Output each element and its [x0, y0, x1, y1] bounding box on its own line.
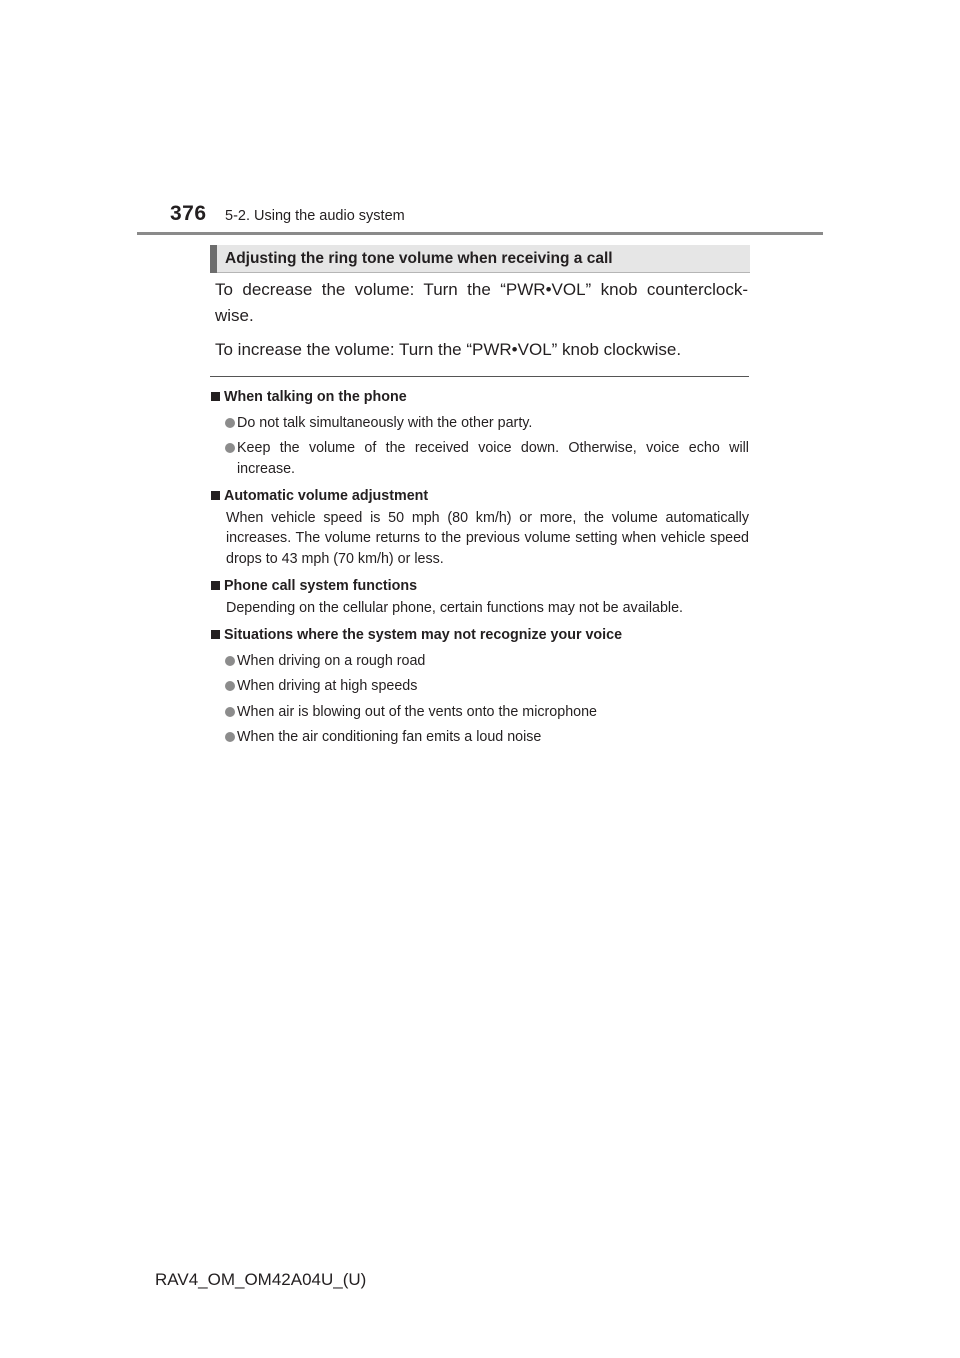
note-title-auto-volume	[211, 486, 749, 507]
list-item	[211, 702, 749, 723]
note-title-phone-functions	[211, 576, 749, 597]
list-item-text: When driving at high speeds	[237, 678, 418, 694]
intro-increase: To increase the volume: Turn the “PWR•VOL” knob clockwise.	[215, 340, 682, 359]
note-body-phone-functions: Depending on the cellular phone, certain functions may not be available.	[226, 599, 684, 616]
list-item-text: When air is blowing out of the vents onto the microphone	[237, 703, 598, 720]
circle-bullet-icon	[225, 656, 235, 666]
section-label: 5-2. Using the audio system	[225, 208, 405, 224]
list-item-text: Keep the volume of the received voice down. Otherwise, voice echo will increase.	[237, 440, 749, 477]
section-heading-box	[210, 245, 750, 273]
note-title-text: Situations where the system may not recognize your voice	[224, 627, 623, 643]
footer-document-code: RAV4_OM_OM42A04U_(U)	[155, 1270, 367, 1289]
note-title-text: When talking on the phone	[224, 389, 407, 405]
intro-decrease: To decrease the volume: Turn the “PWR•VOL” knob counterclock-wise.	[215, 280, 748, 325]
note-title-text: Phone call system functions	[224, 578, 418, 594]
notes-divider	[210, 376, 749, 377]
square-bullet-icon	[211, 630, 220, 639]
list-item-text: When driving on a rough road	[237, 652, 426, 669]
list-item	[211, 438, 749, 479]
section-heading: Adjusting the ring tone volume when receiving a call	[225, 250, 613, 267]
circle-bullet-icon	[225, 443, 235, 453]
list-item-text: Do not talk simultaneously with the other party.	[237, 414, 533, 431]
square-bullet-icon	[211, 581, 220, 590]
intro-text	[215, 277, 748, 363]
header-rule	[137, 232, 823, 235]
notes-section	[211, 387, 749, 748]
note-title-text: Automatic volume adjustment	[224, 488, 429, 504]
note-title-voice-recognition	[211, 625, 749, 646]
square-bullet-icon	[211, 491, 220, 500]
page-number: 376	[170, 202, 207, 225]
square-bullet-icon	[211, 392, 220, 401]
page-header	[0, 0, 960, 240]
heading-accent-bar	[210, 245, 217, 273]
list-item	[211, 676, 749, 697]
note-title-talking	[211, 387, 749, 408]
circle-bullet-icon	[225, 681, 235, 691]
note-body-auto-volume: When vehicle speed is 50 mph (80 km/h) or more, the volume automatically increases. The volume returns to the previous volume setting when vehicle speed drops to 43 mph (70 km/h) or less.	[226, 509, 749, 567]
circle-bullet-icon	[225, 707, 235, 717]
list-item-text: When the air conditioning fan emits a loud noise	[237, 729, 542, 745]
circle-bullet-icon	[225, 732, 235, 742]
list-item	[211, 727, 749, 748]
circle-bullet-icon	[225, 418, 235, 428]
list-item	[211, 413, 749, 434]
list-item	[211, 651, 749, 672]
